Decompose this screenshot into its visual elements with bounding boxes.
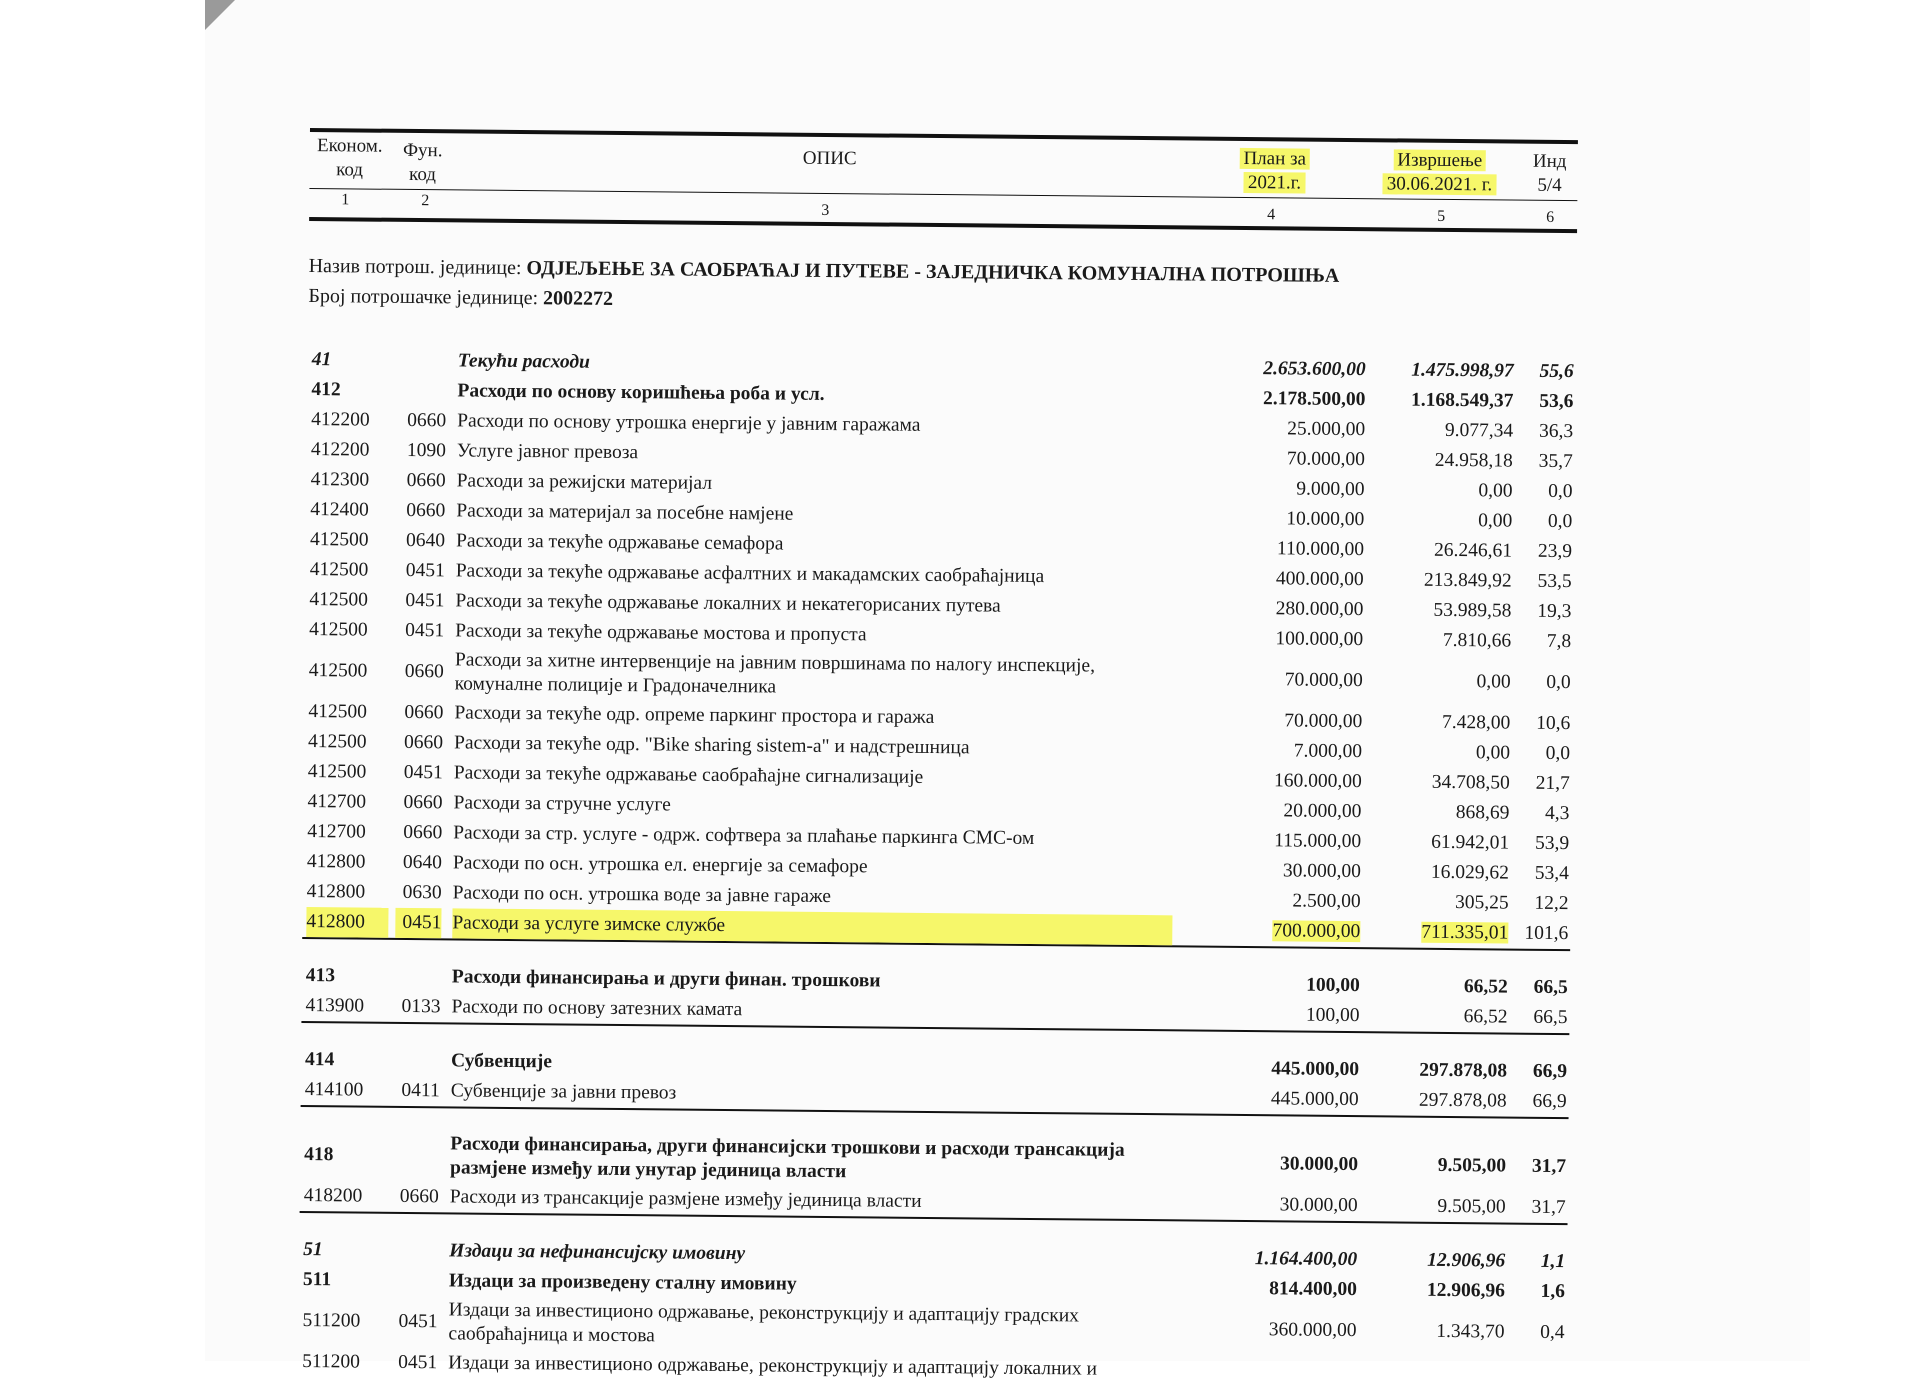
func-code-cell: 0411 (394, 1076, 440, 1106)
index-cell: 10,6 (1514, 709, 1570, 740)
plan-amount-cell: 70.000,00 (1180, 653, 1362, 707)
econ-code-cell: 414 (305, 1045, 387, 1076)
econ-code-cell: 412 (311, 375, 393, 406)
spending-unit-info (308, 251, 1577, 323)
folded-corner (205, 0, 235, 30)
plan-amount-cell: 280.000,00 (1181, 593, 1363, 625)
plan-amount-cell: 100,00 (1177, 999, 1359, 1031)
func-code-cell: 0660 (396, 788, 442, 818)
plan-amount-cell: 100.000,00 (1181, 623, 1363, 655)
plan-amount-cell: 2.178.500,00 (1183, 383, 1365, 415)
plan-amount-cell: 445.000,00 (1177, 1083, 1359, 1115)
econ-code-cell: 418200 (304, 1181, 386, 1212)
execution-amount-cell: 868,69 (1365, 797, 1509, 828)
plan-amount-cell: 2.653.600,00 (1184, 353, 1366, 385)
execution-amount-cell: 213.849,92 (1368, 565, 1512, 596)
plan-amount-cell: 20.000,00 (1179, 795, 1361, 827)
col-number: 1 (341, 191, 349, 209)
econ-code-cell: 41 (312, 345, 394, 376)
index-cell: 66,9 (1511, 1087, 1567, 1118)
description-cell: Расходи за материјал за посебне намјене (456, 496, 1176, 533)
index-cell: 53,9 (1513, 829, 1569, 860)
description-cell: Расходи за текуће одр. опреме паркинг простора и гаража (454, 698, 1174, 735)
econ-code-cell: 412700 (307, 787, 389, 818)
index-cell: 31,7 (1510, 1193, 1566, 1224)
econ-code-cell: 412700 (307, 817, 389, 848)
econ-code-cell: 412500 (309, 645, 391, 698)
index-cell: 66,5 (1511, 1003, 1567, 1034)
description-cell: Расходи за текуће одржавање семафора (456, 526, 1176, 563)
description-cell: Расходи по осн. утрошка воде за јавне гараже (453, 878, 1173, 915)
execution-amount-cell: 305,25 (1364, 887, 1508, 918)
description-cell: Расходи за режијски материјал (456, 466, 1176, 503)
econ-code-cell: 412800 (306, 907, 388, 938)
description-cell: Издаци за инвестиционо одржавање, реконструкцију и адаптацију локалних и (448, 1348, 1168, 1385)
index-cell: 4,3 (1513, 799, 1569, 830)
description-cell: Расходи по основу коришћења роба и усл. (457, 376, 1177, 413)
description-cell: Расходи за текуће одржавање мостова и пропуста (455, 616, 1175, 653)
plan-header: План за 2021.г. (1209, 147, 1339, 196)
econ-code-cell: 418 (304, 1129, 386, 1182)
index-cell: 0,0 (1516, 477, 1572, 508)
func-code-cell: 0451 (398, 616, 444, 646)
execution-amount-cell: 0,00 (1366, 737, 1510, 768)
unit-number-line: Број потрошачке јединице: 2002272 (308, 281, 1576, 323)
index-cell: 55,6 (1518, 357, 1574, 388)
index-cell: 0,0 (1516, 507, 1572, 538)
execution-amount-cell: 12.906,96 (1361, 1275, 1505, 1306)
description-cell: Расходи по основу утрошка енергије у јавним гаражама (457, 406, 1177, 443)
index-cell: 0,0 (1514, 739, 1570, 770)
econ-code-cell: 413900 (305, 991, 387, 1022)
execution-amount-cell: 66,52 (1364, 971, 1508, 1002)
execution-amount-cell: 12.906,96 (1361, 1245, 1505, 1276)
func-code-cell: 0640 (399, 526, 445, 556)
index-cell: 53,5 (1516, 567, 1572, 598)
func-code-cell: 0451 (397, 758, 443, 788)
func-code-cell: 1090 (400, 436, 446, 466)
execution-amount-cell: 26.246,61 (1368, 535, 1512, 566)
func-code-cell: 0451 (395, 908, 441, 938)
econ-code-cell: 51 (303, 1235, 385, 1266)
description-cell: Субвенције (451, 1046, 1171, 1083)
description-cell: Расходи финансирања, други финансијски трошкови и расходи трансакција размјене између или унутар јединица власти (450, 1132, 1170, 1187)
func-code-cell: 0133 (394, 992, 440, 1022)
description-cell: Расходи за хитне интервенције на јавним површинама по налогу инспекције, комуналне полиције и Градоначелника (455, 648, 1175, 703)
description-cell: Расходи финансирања и други финан. трошкови (452, 962, 1172, 999)
plan-amount-cell: 7.000,00 (1180, 735, 1362, 767)
econ-code-cell: 412200 (311, 435, 393, 466)
execution-amount-cell: 7.810,66 (1367, 625, 1511, 656)
econ-code-cell: 511200 (302, 1295, 384, 1348)
description-cell: Расходи за текуће одржавање асфалтних и макадамских саобраћајница (456, 556, 1176, 593)
index-cell: 0,4 (1508, 1307, 1564, 1360)
plan-amount-cell: 445.000,00 (1177, 1053, 1359, 1085)
execution-amount-cell: 9.505,00 (1362, 1191, 1506, 1222)
func-code-cell: 0660 (399, 466, 445, 496)
description-cell: Расходи за текуће одр. "Bike sharing sistem-a" и надстрешница (454, 728, 1174, 765)
index-cell: 19,3 (1515, 597, 1571, 628)
description-cell: Расходи по осн. утрошка ел. енергије за семафоре (453, 848, 1173, 885)
description-header: ОПИС (730, 146, 930, 172)
index-header: Инд 5/4 (1524, 150, 1574, 198)
econ-code-cell: 412800 (307, 877, 389, 908)
plan-amount-cell: 400.000,00 (1182, 563, 1364, 595)
execution-amount-cell: 711.335,01 (1364, 917, 1508, 948)
func-code-cell: 0660 (399, 496, 445, 526)
unit-name-line: Назив потрош. јединице: ОДЈЕЉЕЊЕ ЗА САОБРАЋАЈ И ПУТЕВЕ - ЗАЈЕДНИЧКА КОМУНАЛНА ПОТРОШЊА (309, 251, 1577, 293)
description-cell: Издаци за нефинансијску имовину (449, 1236, 1169, 1273)
econ-code-cell: 412500 (309, 615, 391, 646)
plan-amount-cell: 360.000,00 (1174, 1303, 1356, 1357)
description-cell: Субвенције за јавни превоз (451, 1076, 1171, 1113)
econ-code-cell: 412500 (308, 697, 390, 728)
plan-amount-cell: 25.000,00 (1183, 413, 1365, 445)
func-code-cell: 0630 (396, 878, 442, 908)
col-number: 2 (421, 192, 429, 210)
index-cell: 12,2 (1512, 889, 1568, 920)
index-cell: 53,6 (1517, 387, 1573, 418)
econ-code-cell: 413 (306, 961, 388, 992)
func-code-cell: 0660 (400, 406, 446, 436)
index-cell: 1,6 (1509, 1277, 1565, 1308)
func-code-cell: 0451 (391, 1296, 437, 1348)
plan-amount-cell: 700.000,00 (1178, 915, 1360, 947)
func-code-cell: 0660 (398, 646, 444, 698)
description-cell: Издаци за инвестиционо одржавање, реконструкцију и адаптацију градских саобраћајница и мостова (448, 1298, 1168, 1353)
econ-code-cell: 412500 (308, 757, 390, 788)
execution-amount-cell: 53.989,58 (1367, 595, 1511, 626)
func-code-cell: 0660 (397, 698, 443, 728)
description-cell: Расходи за стр. услуге - одрж. софтвера за плаћање паркинга СМС-ом (453, 818, 1173, 855)
econ-code-cell: 412300 (310, 465, 392, 496)
execution-amount-cell: 1.475.998,97 (1370, 355, 1514, 386)
description-cell: Расходи за услуге зимске службе (452, 908, 1172, 945)
index-cell: 66,9 (1511, 1057, 1567, 1088)
col-number: 4 (1267, 206, 1275, 224)
func-code-cell: 0451 (391, 1348, 437, 1378)
description-cell: Текући расходи (458, 346, 1178, 383)
unit-name: ОДЈЕЉЕЊЕ ЗА САОБРАЋАЈ И ПУТЕВЕ - ЗАЈЕДНИЧКА КОМУНАЛНА ПОТРОШЊА (526, 257, 1339, 287)
index-cell: 31,7 (1510, 1141, 1566, 1194)
execution-amount-cell: 0,00 (1366, 655, 1510, 708)
econ-code-cell: 412500 (310, 555, 392, 586)
econ-code-cell: 412500 (309, 585, 391, 616)
col-number: 6 (1546, 209, 1554, 227)
description-cell: Расходи за текуће одржавање саобраћајне сигнализације (454, 758, 1174, 795)
econ-code-cell: 511200 (302, 1347, 384, 1378)
plan-amount-cell: 10.000,00 (1182, 503, 1364, 535)
econ-code-cell: 412500 (308, 727, 390, 758)
index-cell: 21,7 (1514, 769, 1570, 800)
execution-amount-cell: 9.505,00 (1362, 1139, 1506, 1192)
budget-document (298, 128, 1578, 1389)
execution-amount-cell (1360, 1357, 1504, 1358)
execution-amount-cell: 297.878,08 (1363, 1055, 1507, 1086)
execution-amount-cell: 1.168.549,37 (1369, 385, 1513, 416)
col-number: 3 (821, 202, 829, 220)
func-code-cell: 0660 (397, 728, 443, 758)
index-cell: 1,1 (1509, 1247, 1565, 1278)
econ-code-cell: 511 (303, 1265, 385, 1296)
plan-amount-cell: 814.400,00 (1175, 1273, 1357, 1305)
plan-amount-cell: 160.000,00 (1180, 765, 1362, 797)
plan-amount-cell: 110.000,00 (1182, 533, 1364, 565)
plan-amount-cell: 9.000,00 (1182, 473, 1364, 505)
description-cell: Расходи за стручне услуге (453, 788, 1173, 825)
plan-amount-cell: 30.000,00 (1176, 1189, 1358, 1221)
execution-amount-cell: 16.029,62 (1365, 857, 1509, 888)
description-cell: Услуге јавног превоза (457, 436, 1177, 473)
econ-code-header: Економ. код (309, 134, 389, 183)
col-number: 5 (1437, 208, 1445, 226)
index-cell: 66,5 (1512, 973, 1568, 1004)
plan-amount-cell: 30.000,00 (1176, 1137, 1358, 1191)
econ-code-cell: 414100 (305, 1075, 387, 1106)
plan-amount-cell: 1.164.400,00 (1175, 1243, 1357, 1275)
execution-amount-cell: 7.428,00 (1366, 707, 1510, 738)
execution-amount-cell: 0,00 (1368, 475, 1512, 506)
func-code-cell: 0451 (399, 556, 445, 586)
execution-amount-cell: 24.958,18 (1369, 445, 1513, 476)
econ-code-cell: 412800 (307, 847, 389, 878)
econ-code-cell: 412200 (311, 405, 393, 436)
plan-amount-cell: 115.000,00 (1179, 825, 1361, 857)
description-cell: Расходи по основу затезних камата (451, 992, 1171, 1029)
index-cell: 23,9 (1516, 537, 1572, 568)
index-cell: 36,3 (1517, 417, 1573, 448)
func-code-cell: 0660 (396, 818, 442, 848)
plan-amount-cell: 100,00 (1178, 969, 1360, 1001)
description-cell: Расходи из трансакције размјене између јединица власти (450, 1182, 1170, 1219)
plan-amount-cell: 2.500,00 (1178, 885, 1360, 917)
execution-amount-cell: 34.708,50 (1366, 767, 1510, 798)
index-cell (1508, 1359, 1564, 1360)
plan-amount-cell: 70.000,00 (1183, 443, 1365, 475)
index-cell: 0,0 (1514, 657, 1570, 710)
index-cell: 7,8 (1515, 627, 1571, 658)
execution-amount-cell: 61.942,01 (1365, 827, 1509, 858)
plan-amount-cell: 30.000,00 (1179, 855, 1361, 887)
plan-amount-cell: 70.000,00 (1180, 705, 1362, 737)
func-code-cell: 0660 (393, 1182, 439, 1212)
execution-amount-cell: 297.878,08 (1363, 1085, 1507, 1116)
budget-rows (298, 345, 1576, 1389)
index-cell: 35,7 (1517, 447, 1573, 478)
execution-header: Извршење 30.06.2021. г. (1359, 148, 1519, 198)
unit-number: 2002272 (543, 287, 613, 310)
description-cell: Издаци за произведену сталну имовину (449, 1266, 1169, 1303)
execution-amount-cell: 1.343,70 (1360, 1305, 1504, 1358)
execution-amount-cell: 9.077,34 (1369, 415, 1513, 446)
func-code-cell: 0640 (396, 848, 442, 878)
description-cell: Расходи за текуће одржавање локалних и некатегорисаних путева (455, 586, 1175, 623)
econ-code-cell: 412400 (310, 495, 392, 526)
execution-amount-cell: 66,52 (1363, 1001, 1507, 1032)
econ-code-cell: 412500 (310, 525, 392, 556)
index-cell: 53,4 (1513, 859, 1569, 890)
index-cell: 101,6 (1512, 919, 1568, 950)
func-code-header: Фун. код (395, 139, 449, 188)
func-code-cell: 0451 (398, 586, 444, 616)
execution-amount-cell: 0,00 (1368, 505, 1512, 536)
